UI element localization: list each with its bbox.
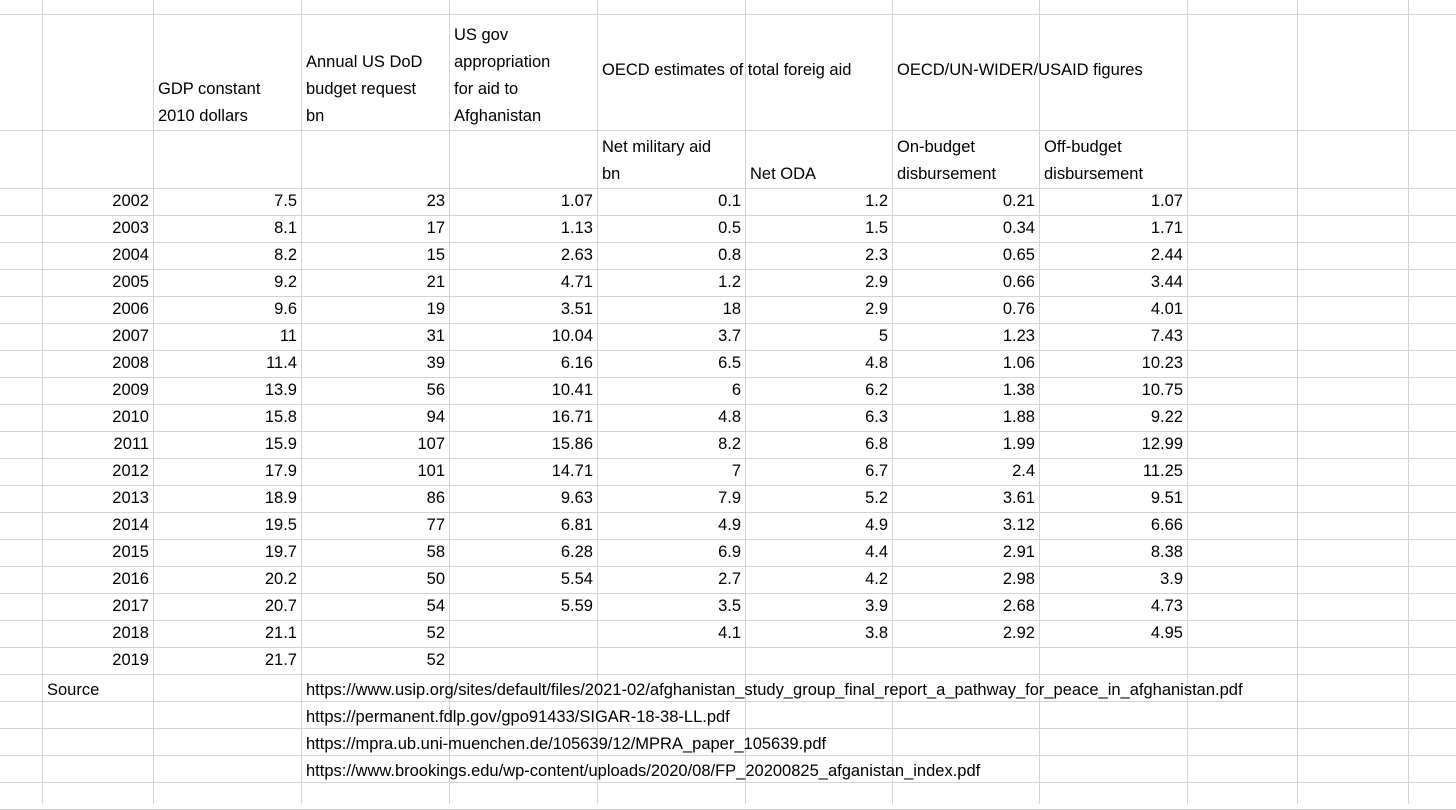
cell-usgov[interactable]: 6.28 (560, 543, 593, 561)
cell-usgov[interactable]: 6.81 (560, 516, 593, 534)
cell-year[interactable]: 2004 (112, 246, 149, 264)
header-usgov-line: Afghanistan (454, 107, 542, 125)
cell-year[interactable]: 2014 (112, 516, 149, 534)
cell-netoda[interactable]: 6.2 (865, 381, 888, 399)
cell-year[interactable]: 2008 (112, 354, 149, 372)
cell-onbudget[interactable]: 1.88 (1002, 408, 1035, 426)
cell-onbudget[interactable]: 0.65 (1002, 246, 1035, 264)
cell-gdp[interactable]: 18.9 (264, 489, 297, 507)
cell-netoda[interactable]: 1.5 (865, 219, 888, 237)
cell-netoda[interactable]: 5.2 (865, 489, 888, 507)
header-netmil-line: bn (602, 165, 621, 183)
cell-onbudget[interactable]: 2.92 (1002, 624, 1035, 642)
header-onbudget-line: disbursement (897, 165, 997, 183)
cell-offbudget[interactable]: 6.66 (1150, 516, 1183, 534)
cell-usgov[interactable]: 15.86 (551, 435, 593, 453)
cell-offbudget[interactable]: 4.73 (1150, 597, 1183, 615)
cell-netoda[interactable]: 3.9 (865, 597, 888, 615)
cell-offbudget[interactable]: 1.71 (1150, 219, 1183, 237)
cell-dod[interactable]: 58 (426, 543, 445, 561)
cell-dod[interactable]: 77 (426, 516, 445, 534)
header-net-military-aid[interactable] (597, 130, 745, 188)
cell-usgov[interactable]: 5.54 (560, 570, 593, 588)
cell-offbudget[interactable]: 1.07 (1150, 192, 1183, 210)
header-netmil-line: Net military aid (602, 138, 712, 156)
cell-usgov[interactable]: 4.71 (560, 273, 593, 291)
cell-offbudget[interactable]: 8.38 (1150, 543, 1183, 561)
cell-netoda[interactable]: 5 (878, 327, 888, 345)
cell-offbudget[interactable]: 2.44 (1150, 246, 1183, 264)
cell-onbudget[interactable]: 3.61 (1002, 489, 1035, 507)
cell-dod[interactable]: 23 (426, 192, 445, 210)
cell-year[interactable]: 2016 (112, 570, 149, 588)
cell-dod[interactable]: 17 (426, 219, 445, 237)
cell-gdp[interactable]: 8.2 (274, 246, 297, 264)
cell-year[interactable]: 2006 (112, 300, 149, 318)
cell-netmil[interactable]: 4.8 (718, 408, 741, 426)
cell-year[interactable]: 2019 (112, 651, 149, 669)
cell-year[interactable]: 2013 (112, 489, 149, 507)
cell-netmil[interactable]: 4.9 (718, 516, 741, 534)
header-dod-line: Annual US DoD (306, 53, 423, 71)
cell-netmil[interactable]: 0.5 (718, 219, 741, 237)
cell-netmil[interactable]: 6 (731, 381, 741, 399)
cell-gdp[interactable]: 11 (279, 327, 297, 345)
cell-dod[interactable]: 50 (426, 570, 445, 588)
cell-year[interactable]: 2018 (112, 624, 149, 642)
cell-netoda[interactable]: 2.9 (865, 300, 888, 318)
cell-offbudget[interactable]: 3.44 (1150, 273, 1183, 291)
source-link[interactable]: https://www.usip.org/sites/default/files/2021-02/afghanistan_study_group_final_report_a_pathway_for_peace_in_afghanistan.pdf (306, 681, 1243, 699)
cell-onbudget[interactable]: 0.21 (1002, 192, 1035, 210)
header-usgov-line: for aid to (454, 80, 519, 98)
cell-usgov[interactable]: 5.59 (560, 597, 593, 615)
cell-year[interactable]: 2011 (113, 435, 149, 453)
cell-offbudget[interactable]: 10.23 (1141, 354, 1183, 372)
cell-dod[interactable]: 31 (426, 327, 445, 345)
cell-gdp[interactable]: 9.6 (274, 300, 297, 318)
header-offbudget-line: disbursement (1044, 165, 1144, 183)
header-gdp-line: GDP constant (158, 80, 261, 98)
cell-onbudget[interactable]: 1.38 (1002, 381, 1035, 399)
header-dod-budget[interactable] (301, 14, 449, 130)
cell-gdp[interactable]: 20.7 (264, 597, 297, 615)
cell-gdp[interactable]: 21.7 (264, 651, 297, 669)
cell-year[interactable]: 2007 (112, 327, 149, 345)
cell-dod[interactable]: 21 (426, 273, 445, 291)
cell-dod[interactable]: 19 (426, 300, 445, 318)
cell-offbudget[interactable]: 11.25 (1142, 462, 1183, 480)
source-link[interactable]: https://mpra.ub.uni-muenchen.de/105639/12/MPRA_paper_105639.pdf (306, 735, 827, 753)
cell-offbudget[interactable]: 9.51 (1150, 489, 1183, 507)
cell-netmil[interactable]: 6.5 (718, 354, 741, 372)
cell-netmil[interactable]: 6.9 (718, 543, 741, 561)
cell-onbudget[interactable]: 1.99 (1002, 435, 1035, 453)
cell-gdp[interactable]: 7.5 (274, 192, 297, 210)
cell-year[interactable]: 2002 (112, 192, 149, 210)
header-offbudget-line: Off-budget (1044, 138, 1122, 156)
cell-usgov[interactable]: 14.71 (551, 462, 593, 480)
cell-gdp[interactable]: 17.9 (264, 462, 297, 480)
cell-dod[interactable]: 101 (417, 462, 445, 480)
cell-netmil[interactable]: 8.2 (718, 435, 741, 453)
header-dod-line: bn (306, 107, 325, 125)
source-link[interactable]: https://permanent.fdlp.gov/gpo91433/SIGAR-18-38-LL.pdf (306, 708, 730, 726)
cell-usgov[interactable]: 10.04 (551, 327, 593, 345)
header-onbudget-line: On-budget (897, 138, 975, 156)
cell-dod[interactable]: 52 (426, 651, 445, 669)
cell-year[interactable]: 2012 (112, 462, 149, 480)
cell-offbudget[interactable]: 12.99 (1141, 435, 1183, 453)
cell-netoda[interactable]: 1.2 (865, 192, 888, 210)
cell-offbudget[interactable]: 10.75 (1141, 381, 1183, 399)
cell-offbudget[interactable]: 9.22 (1150, 408, 1183, 426)
cell-netmil[interactable]: 7.9 (718, 489, 741, 507)
cell-netmil[interactable]: 3.5 (718, 597, 741, 615)
source-label[interactable]: Source (47, 681, 100, 699)
cell-dod[interactable]: 39 (426, 354, 445, 372)
cell-netoda[interactable]: 4.4 (865, 543, 888, 561)
cell-gdp[interactable]: 8.1 (274, 219, 297, 237)
cell-usgov[interactable]: 1.07 (560, 192, 593, 210)
header-usgov-line: appropriation (454, 53, 551, 71)
cell-year[interactable]: 2017 (112, 597, 149, 615)
cell-dod[interactable]: 52 (426, 624, 445, 642)
cell-offbudget[interactable]: 4.95 (1150, 624, 1183, 642)
cell-onbudget[interactable]: 3.12 (1002, 516, 1035, 534)
cell-dod[interactable]: 56 (426, 381, 445, 399)
cell-netoda[interactable]: 6.8 (865, 435, 888, 453)
header-us-gov-appropriation[interactable] (449, 14, 597, 130)
cell-usgov[interactable]: 1.13 (560, 219, 593, 237)
header-gdp-line: 2010 dollars (158, 107, 248, 125)
cell-gdp[interactable]: 20.2 (264, 570, 297, 588)
cell-netoda[interactable]: 6.3 (865, 408, 888, 426)
cell-onbudget[interactable]: 0.34 (1002, 219, 1035, 237)
cell-usgov[interactable]: 6.16 (560, 354, 593, 372)
cell-year[interactable]: 2005 (112, 273, 149, 291)
cell-netoda[interactable]: 4.9 (865, 516, 888, 534)
cell-gdp[interactable]: 9.2 (274, 273, 297, 291)
cell-gdp[interactable]: 19.5 (264, 516, 297, 534)
cell-netmil[interactable]: 4.1 (718, 624, 741, 642)
cell-netmil[interactable]: 1.2 (718, 273, 741, 291)
cell-netoda[interactable]: 3.8 (865, 624, 888, 642)
cell-usgov[interactable]: 2.63 (560, 246, 593, 264)
cell-netmil[interactable]: 18 (722, 300, 741, 318)
cell-onbudget[interactable]: 1.23 (1002, 327, 1035, 345)
cell-usgov[interactable]: 9.63 (560, 489, 593, 507)
header-off-budget[interactable] (1039, 130, 1187, 188)
cell-dod[interactable]: 107 (417, 435, 445, 453)
cell-netoda[interactable]: 2.3 (865, 246, 888, 264)
header-usgov-line: US gov (454, 26, 509, 44)
cell-usgov[interactable]: 10.41 (551, 381, 593, 399)
cell-netoda[interactable]: 6.7 (865, 462, 888, 480)
header-dod-line: budget request (306, 80, 417, 98)
cell-offbudget[interactable]: 4.01 (1150, 300, 1183, 318)
cell-dod[interactable]: 54 (426, 597, 445, 615)
header-oecd-wider-usaid[interactable]: OECD/UN-WIDER/USAID figures (897, 61, 1143, 79)
cell-onbudget[interactable]: 1.06 (1002, 354, 1035, 372)
cell-usgov[interactable]: 16.71 (551, 408, 593, 426)
cell-onbudget[interactable]: 2.98 (1002, 570, 1035, 588)
cell-usgov[interactable]: 3.51 (560, 300, 593, 318)
source-link[interactable]: https://www.brookings.edu/wp-content/uploads/2020/08/FP_20200825_afganistan_index.pdf (306, 762, 981, 780)
cell-netmil[interactable]: 7 (731, 462, 741, 480)
cell-gdp[interactable]: 13.9 (264, 381, 297, 399)
header-netoda-line: Net ODA (750, 165, 817, 183)
cell-gdp[interactable]: 21.1 (264, 624, 297, 642)
header-gdp[interactable] (153, 14, 301, 130)
cell-year[interactable]: 2015 (112, 543, 149, 561)
cell-onbudget[interactable]: 0.76 (1002, 300, 1035, 318)
cell-offbudget[interactable]: 3.9 (1160, 570, 1183, 588)
cell-dod[interactable]: 94 (426, 408, 445, 426)
cell-gdp[interactable]: 19.7 (264, 543, 297, 561)
cell-year[interactable]: 2009 (112, 381, 149, 399)
cell-netmil[interactable]: 0.8 (718, 246, 741, 264)
header-on-budget[interactable] (892, 130, 1040, 188)
cell-onbudget[interactable]: 0.66 (1002, 273, 1035, 291)
cell-year[interactable]: 2003 (112, 219, 149, 237)
cell-onbudget[interactable]: 2.4 (1012, 462, 1035, 480)
cell-dod[interactable]: 15 (426, 246, 445, 264)
cell-dod[interactable]: 86 (426, 489, 445, 507)
cell-netoda[interactable]: 4.8 (865, 354, 888, 372)
cell-gdp[interactable]: 11.4 (266, 354, 297, 372)
cell-netoda[interactable]: 4.2 (865, 570, 888, 588)
cell-onbudget[interactable]: 2.91 (1002, 543, 1035, 561)
header-net-oda[interactable] (745, 130, 893, 188)
row-gridline (0, 674, 1456, 675)
cell-gdp[interactable]: 15.9 (264, 435, 297, 453)
cell-gdp[interactable]: 15.8 (264, 408, 297, 426)
cell-netoda[interactable]: 2.9 (865, 273, 888, 291)
cell-netmil[interactable]: 2.7 (718, 570, 741, 588)
cell-netmil[interactable]: 3.7 (718, 327, 741, 345)
cell-onbudget[interactable]: 2.68 (1002, 597, 1035, 615)
cell-year[interactable]: 2010 (112, 408, 149, 426)
cell-offbudget[interactable]: 7.43 (1150, 327, 1183, 345)
header-oecd-estimates[interactable]: OECD estimates of total foreig aid (602, 61, 852, 79)
cell-netmil[interactable]: 0.1 (718, 192, 741, 210)
